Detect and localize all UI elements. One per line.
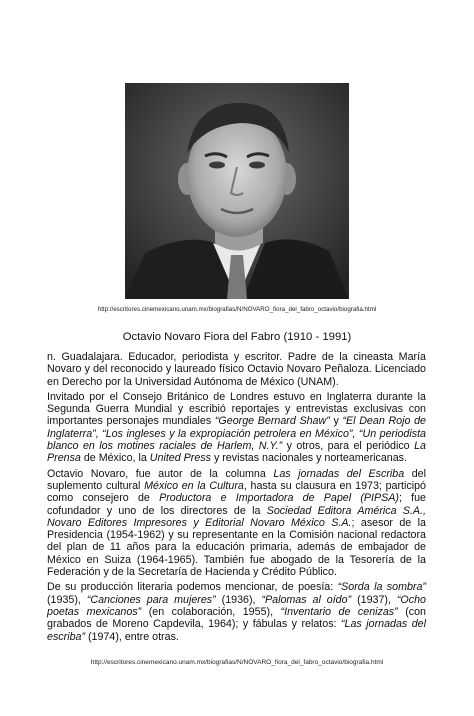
- italic-text: “Inventario de cenizas”: [280, 605, 398, 618]
- paragraph-1: n. Guadalajara. Educador, periodista y escritor. Padre de la cineasta María Novaro y del reconocido y laureado físico Octavio Novaro Peñaloza. Licenciado en Derecho por la Universidad Autónoma de México (UNAM).: [47, 351, 426, 388]
- text: (1936),: [215, 593, 262, 606]
- text: ; asesor de la Presidencia (1954-1962) y su representante en la Comisión nacional redactora del plan de 11 años para la educación primaria, además de embajador de México en Suiza (1964-1965). También fue abogado de la Tesorería de la Federación y de la Secretaría de Hacienda y Crédito Público.: [47, 516, 426, 579]
- italic-text: “Las jornadas del escriba”: [47, 618, 426, 643]
- italic-text: Productora e Importadora de Papel (PIPSA): [159, 492, 399, 505]
- source-url-bottom[interactable]: http://escritores.cinemexicano.unam.mx/biografias/N/NOVARO_fiora_del_fabro_octavio/biografia.html: [90, 659, 384, 666]
- paragraph-4: [47, 581, 426, 642]
- italic-text: “Sorda la sombra”: [337, 581, 426, 594]
- text: (1937),: [351, 593, 397, 606]
- text: , hasta su clausura en 1973; participó como consejero de: [47, 479, 426, 505]
- source-url-top[interactable]: http://escritores.cinemexicano.unam.mx/biografias/N/NOVARO_fiora_del_fabro_octavio/biografia.html: [97, 306, 377, 313]
- text: del suplemento cultural: [47, 467, 426, 492]
- italic-text: United Press: [149, 452, 211, 465]
- biography-body: [47, 351, 426, 646]
- text: Octavio Novaro, fue autor de la columna: [47, 467, 274, 480]
- paragraph-2: [47, 391, 426, 465]
- text: (1935),: [47, 593, 87, 606]
- text: De su producción literaria podemos mencionar, de poesía:: [47, 581, 338, 594]
- italic-text: “El Dean Rojo de Inglaterra”, “Los ingleses y la expropiación petrolera en México”, “Un periodista blanco en los motines raciales de Harlem, N.Y.”: [47, 415, 426, 453]
- italic-text: “Ocho poetas mexicanos”: [47, 593, 426, 618]
- text: Invitado por el Consejo Británico de Londres estuvo en Inglaterra durante la Segunda Guerra Mundial y escribió reportajes y entrevistas exclusivas con importantes personajes mundiales: [47, 390, 426, 428]
- portrait-icon: [125, 83, 349, 299]
- text: y revistas nacionales y norteamericanas.: [210, 452, 407, 465]
- text: (con grabados de Moreno Capdevila, 1964); y fábulas y relatos:: [47, 605, 427, 631]
- text: de México, la: [80, 452, 150, 465]
- italic-text: México en la Cultura: [144, 479, 244, 492]
- page-title: Octavio Novaro Fiora del Fabro (1910 - 1991): [122, 331, 352, 343]
- italic-text: “Canciones para mujeres”: [86, 593, 216, 606]
- text: ; fue cofundador y uno de los directores de la: [47, 492, 426, 517]
- text: y: [333, 415, 343, 428]
- italic-text: La Prensa: [47, 440, 426, 465]
- text: (en colaboración, 1955),: [141, 605, 281, 618]
- italic-text: Las jornadas del Escriba: [273, 467, 405, 480]
- text: (1974), entre otras.: [85, 630, 179, 643]
- text: y otros, para el periódico: [282, 440, 415, 453]
- italic-text: “Palomas al oído”: [261, 593, 352, 606]
- portrait-photo: [125, 83, 349, 299]
- paragraph-3: [47, 468, 426, 579]
- italic-text: “George Bernard Shaw”: [214, 415, 334, 428]
- italic-text: Sociedad Editora América S.A., Novaro Editores Impresores y Editorial Novaro México S.A.: [47, 504, 426, 529]
